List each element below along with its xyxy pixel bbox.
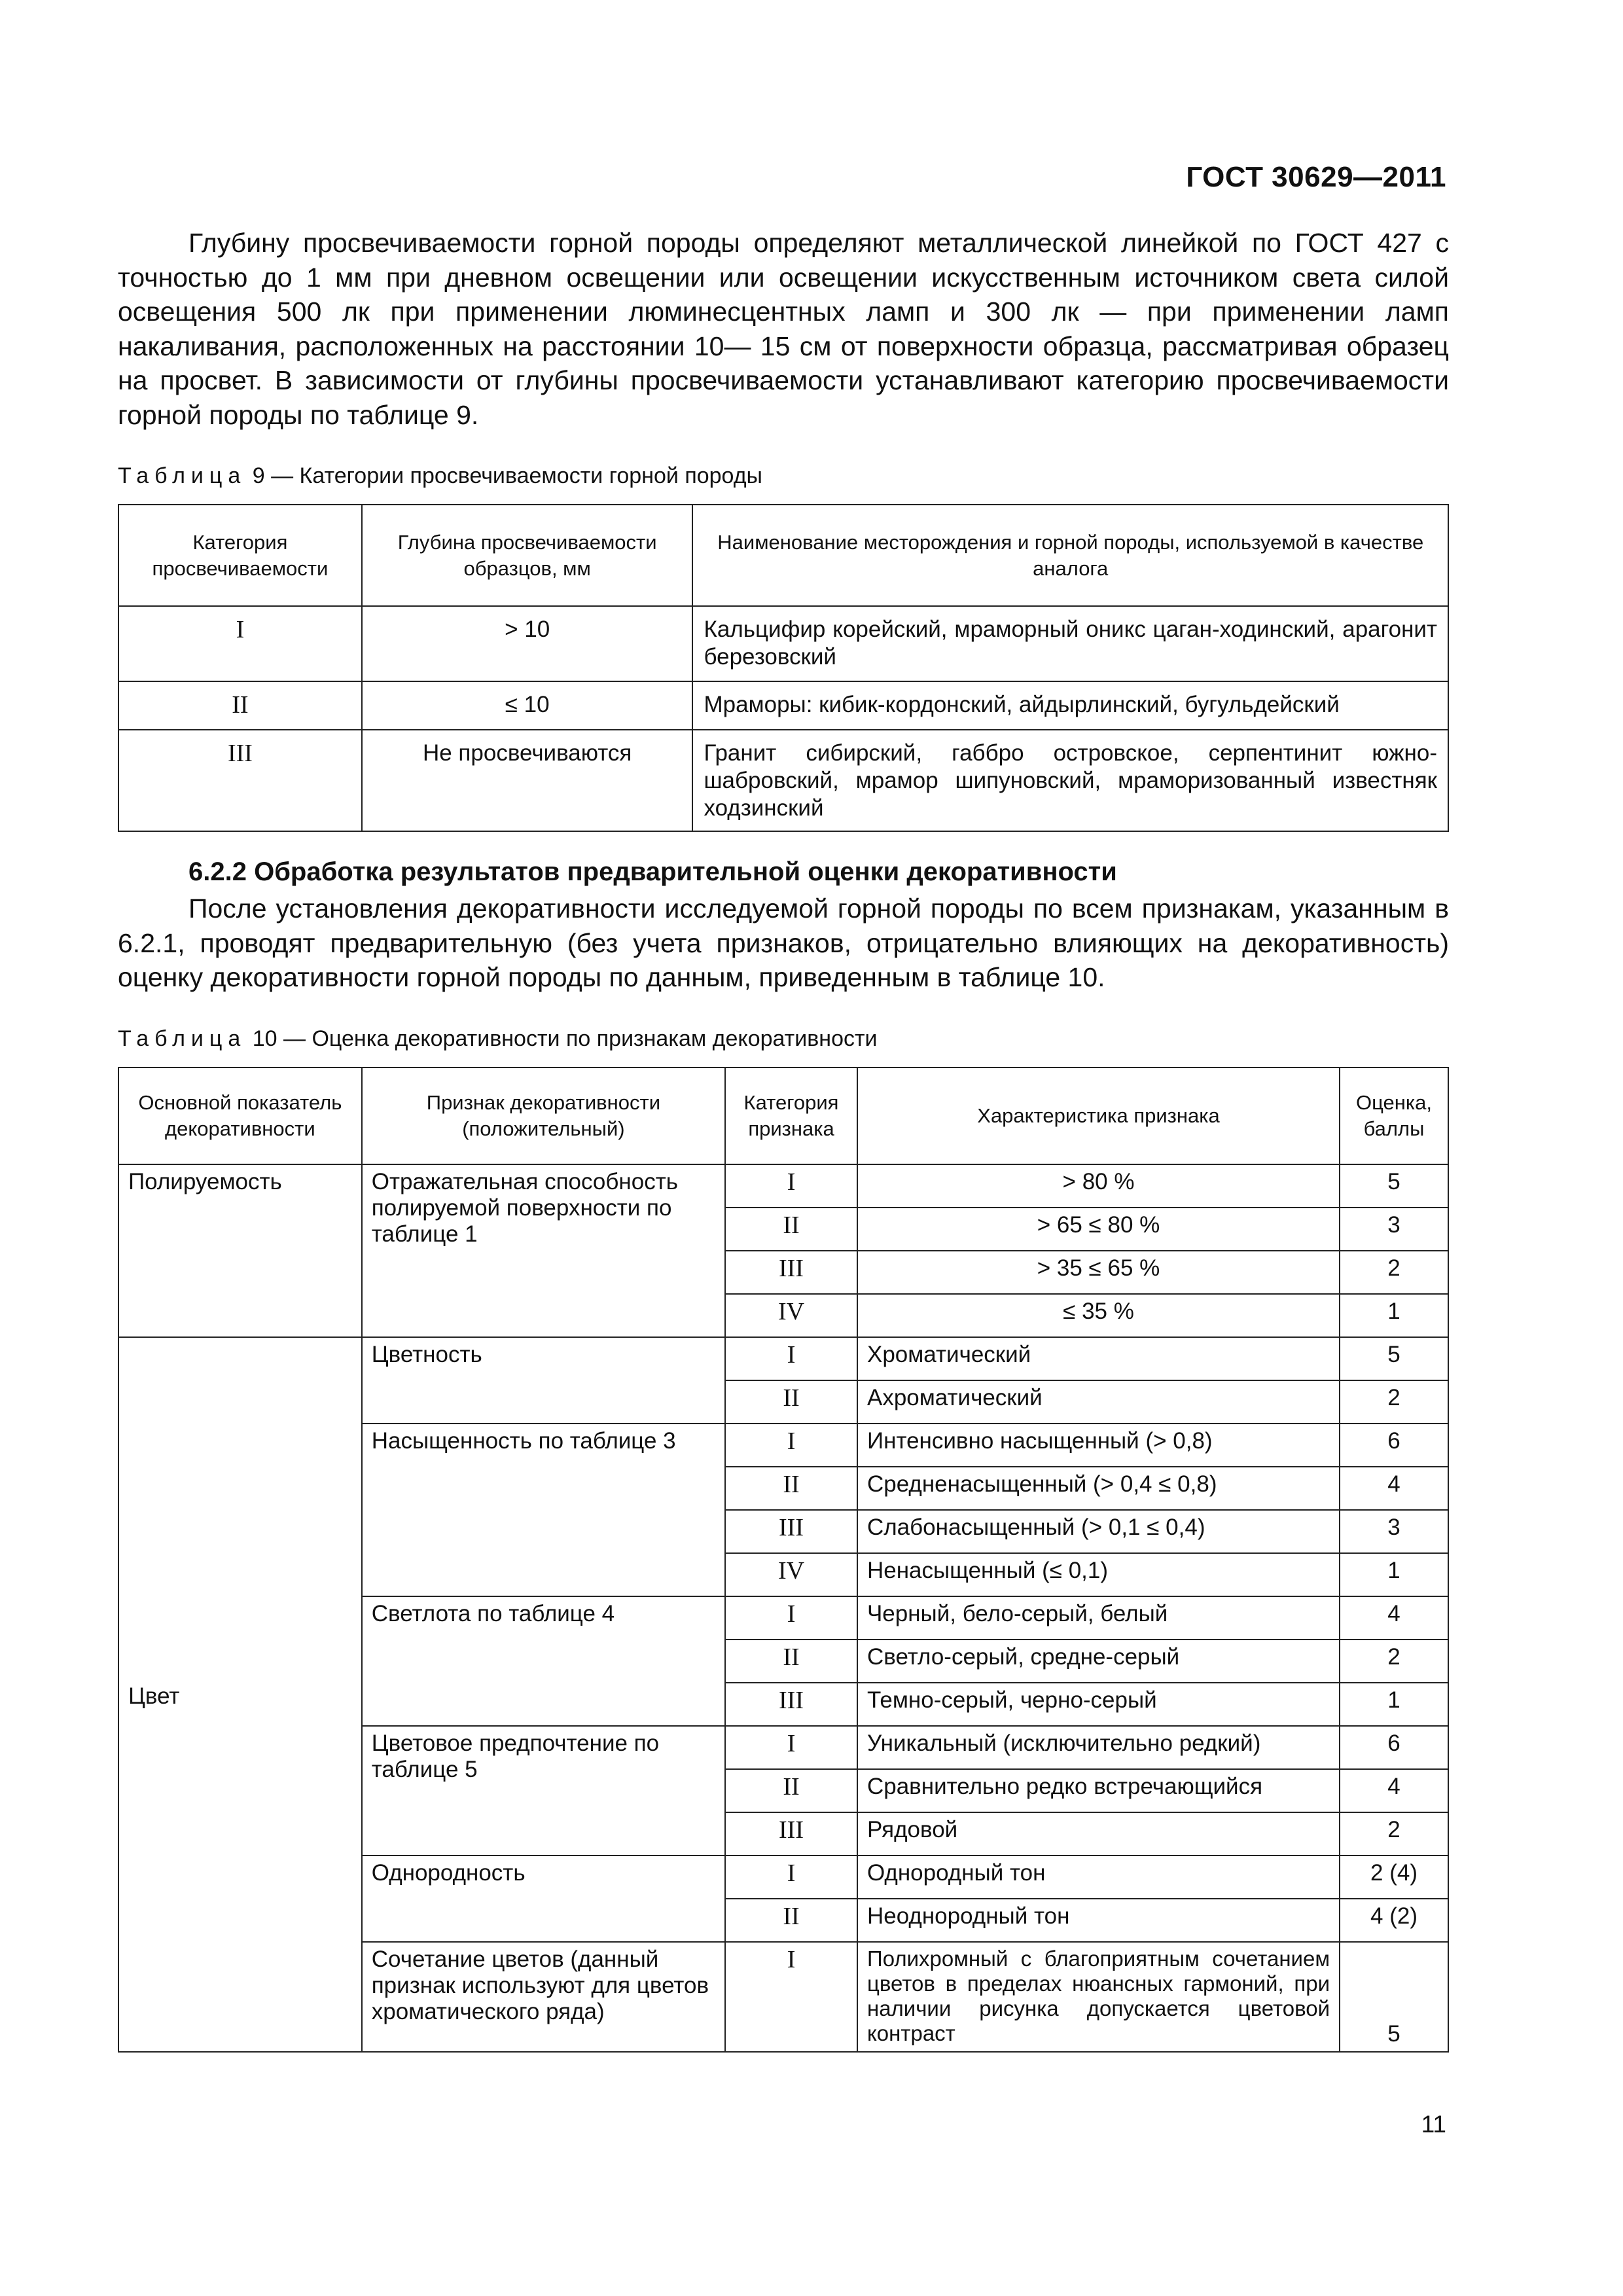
characteristic-cell: Интенсивно насыщенный (> 0,8): [857, 1424, 1340, 1467]
characteristic-cell: Сравнительно редко встречающийся: [857, 1769, 1340, 1812]
characteristic-cell: > 80 %: [857, 1164, 1340, 1208]
characteristic-cell: > 35 ≤ 65 %: [857, 1251, 1340, 1294]
category-cell: I: [725, 1164, 857, 1208]
section-paragraph: [118, 891, 1449, 995]
score-cell: 2 (4): [1340, 1856, 1448, 1899]
name-cell: Мраморы: кибик-кордонский, айдырлинский, бугульдейский: [692, 681, 1448, 730]
indicator-cell: Полируемость: [118, 1164, 362, 1337]
characteristic-cell: Слабонасыщенный (> 0,1 ≤ 0,4): [857, 1510, 1340, 1553]
score-cell: 4 (2): [1340, 1899, 1448, 1942]
characteristic-cell: Темно-серый, черно-серый: [857, 1683, 1340, 1726]
category-cell: I: [725, 1856, 857, 1899]
score-cell: 2: [1340, 1812, 1448, 1856]
category-cell: II: [725, 1467, 857, 1510]
table10-header-category: Категория признака: [725, 1067, 857, 1164]
section-text: После установления декоративности исследуемой горной породы по всем признакам, указанным в 6.2.1, проводят предварительную (без учета признаков, отрицательно влияющих на декоративность) оценку декоративности горной породы по данным, приведенным в таблице 10.: [118, 893, 1449, 992]
score-cell: 6: [1340, 1424, 1448, 1467]
characteristic-cell: Уникальный (исключительно редкий): [857, 1726, 1340, 1769]
score-cell: 3: [1340, 1510, 1448, 1553]
feature-cell: Насыщенность по таблице 3: [362, 1424, 725, 1596]
table10-header-characteristic: Характеристика признака: [857, 1067, 1340, 1164]
table10-caption-word: Таблица: [118, 1026, 247, 1051]
score-cell: 5: [1340, 1942, 1448, 2052]
category-cell: IV: [725, 1553, 857, 1596]
score-cell: 4: [1340, 1467, 1448, 1510]
characteristic-cell: Полихромный с благоприятным сочетанием цветов в пределах нюансных гармоний, при наличии рисунка допускается цветовой контраст: [857, 1942, 1340, 2052]
score-cell: 1: [1340, 1294, 1448, 1337]
standard-id: ГОСТ 30629—2011: [1186, 161, 1446, 193]
feature-cell: Отражательная способность полируемой поверхности по таблице 1: [362, 1164, 725, 1337]
category-cell: III: [725, 1251, 857, 1294]
score-cell: 2: [1340, 1640, 1448, 1683]
feature-cell: Цветовое предпочтение по таблице 5: [362, 1726, 725, 1856]
category-cell: I: [725, 1337, 857, 1380]
score-cell: 4: [1340, 1596, 1448, 1640]
table10-caption: [118, 1026, 878, 1052]
category-cell: II: [725, 1380, 857, 1424]
category-cell: III: [725, 1812, 857, 1856]
feature-cell: Сочетание цветов (данный признак используют для цветов хроматического ряда): [362, 1942, 725, 2052]
characteristic-cell: > 65 ≤ 80 %: [857, 1208, 1340, 1251]
score-cell: 1: [1340, 1553, 1448, 1596]
feature-cell: Однородность: [362, 1856, 725, 1942]
score-cell: 5: [1340, 1337, 1448, 1380]
table-row: [118, 606, 1448, 681]
intro-paragraph: [118, 226, 1449, 432]
score-cell: 4: [1340, 1769, 1448, 1812]
table-row: [118, 1164, 1448, 1208]
score-cell: 1: [1340, 1683, 1448, 1726]
characteristic-cell: Черный, бело-серый, белый: [857, 1596, 1340, 1640]
score-cell: 2: [1340, 1380, 1448, 1424]
name-cell: Кальцифир корейский, мраморный оникс цаган-ходинский, арагонит березовский: [692, 606, 1448, 681]
table-row: [118, 730, 1448, 831]
characteristic-cell: Рядовой: [857, 1812, 1340, 1856]
characteristic-cell: Ахроматический: [857, 1380, 1340, 1424]
category-cell: IV: [725, 1294, 857, 1337]
table-9: [118, 504, 1449, 832]
table9-header-category: Категория просвечиваемости: [118, 505, 362, 606]
score-cell: 3: [1340, 1208, 1448, 1251]
category-cell: II: [725, 1769, 857, 1812]
table9-header-row: [118, 505, 1448, 606]
indicator-cell: Цвет: [118, 1337, 362, 2052]
table9-header-name: Наименование месторождения и горной породы, используемой в качестве аналога: [692, 505, 1448, 606]
category-cell: I: [725, 1596, 857, 1640]
category-cell: I: [725, 1424, 857, 1467]
characteristic-cell: Хроматический: [857, 1337, 1340, 1380]
table10-header-row: [118, 1067, 1448, 1164]
score-cell: 6: [1340, 1726, 1448, 1769]
characteristic-cell: Неоднородный тон: [857, 1899, 1340, 1942]
characteristic-cell: Ненасыщенный (≤ 0,1): [857, 1553, 1340, 1596]
table-row: [118, 681, 1448, 730]
intro-text: Глубину просвечиваемости горной породы определяют металлической линейкой по ГОСТ 427 с точностью до 1 мм при дневном освещении или освещении искусственным источником света силой освещения 500 лк при применении люминесцентных ламп и 300 лк — при применении ламп накаливания, расположенных на расстоянии 10— 15 см от поверхности образца, рассматривая образец на просвет. В зависимости от глубины просвечиваемости устанавливают категорию просвечиваемости горной породы по таблице 9.: [118, 228, 1449, 430]
category-cell: I: [118, 606, 362, 681]
category-cell: II: [725, 1208, 857, 1251]
table9-header-depth: Глубина просвечиваемости образцов, мм: [362, 505, 693, 606]
category-cell: III: [725, 1510, 857, 1553]
category-cell: I: [725, 1726, 857, 1769]
page-number: 11: [1421, 2111, 1446, 2138]
table10-header-feature: Признак декоративности (положительный): [362, 1067, 725, 1164]
table9-caption-word: Таблица: [118, 463, 247, 488]
table10-caption-text: 10 — Оценка декоративности по признакам декоративности: [246, 1026, 878, 1051]
name-cell: Гранит сибирский, габбро островское, серпентинит южно-шабровский, мрамор шипуновский, мраморизованный известняк ходзинский: [692, 730, 1448, 831]
feature-cell: Светлота по таблице 4: [362, 1596, 725, 1726]
depth-cell: Не просвечиваются: [362, 730, 693, 831]
score-cell: 5: [1340, 1164, 1448, 1208]
depth-cell: ≤ 10: [362, 681, 693, 730]
characteristic-cell: Светло-серый, средне-серый: [857, 1640, 1340, 1683]
category-cell: III: [725, 1683, 857, 1726]
characteristic-cell: ≤ 35 %: [857, 1294, 1340, 1337]
characteristic-cell: Однородный тон: [857, 1856, 1340, 1899]
table-10: [118, 1067, 1449, 2053]
depth-cell: > 10: [362, 606, 693, 681]
table10-header-score: Оценка, баллы: [1340, 1067, 1448, 1164]
characteristic-cell: Средненасыщенный (> 0,4 ≤ 0,8): [857, 1467, 1340, 1510]
feature-cell: Цветность: [362, 1337, 725, 1424]
table9-caption: [118, 463, 762, 489]
table10-header-indicator: Основной показатель декоративности: [118, 1067, 362, 1164]
category-cell: II: [118, 681, 362, 730]
score-cell: 2: [1340, 1251, 1448, 1294]
category-cell: II: [725, 1899, 857, 1942]
category-cell: II: [725, 1640, 857, 1683]
category-cell: III: [118, 730, 362, 831]
section-heading: 6.2.2 Обработка результатов предварительной оценки декоративности: [188, 857, 1117, 886]
table9-caption-text: 9 — Категории просвечиваемости горной породы: [246, 463, 762, 488]
category-cell: I: [725, 1942, 857, 2052]
table-row: [118, 1337, 1448, 1380]
